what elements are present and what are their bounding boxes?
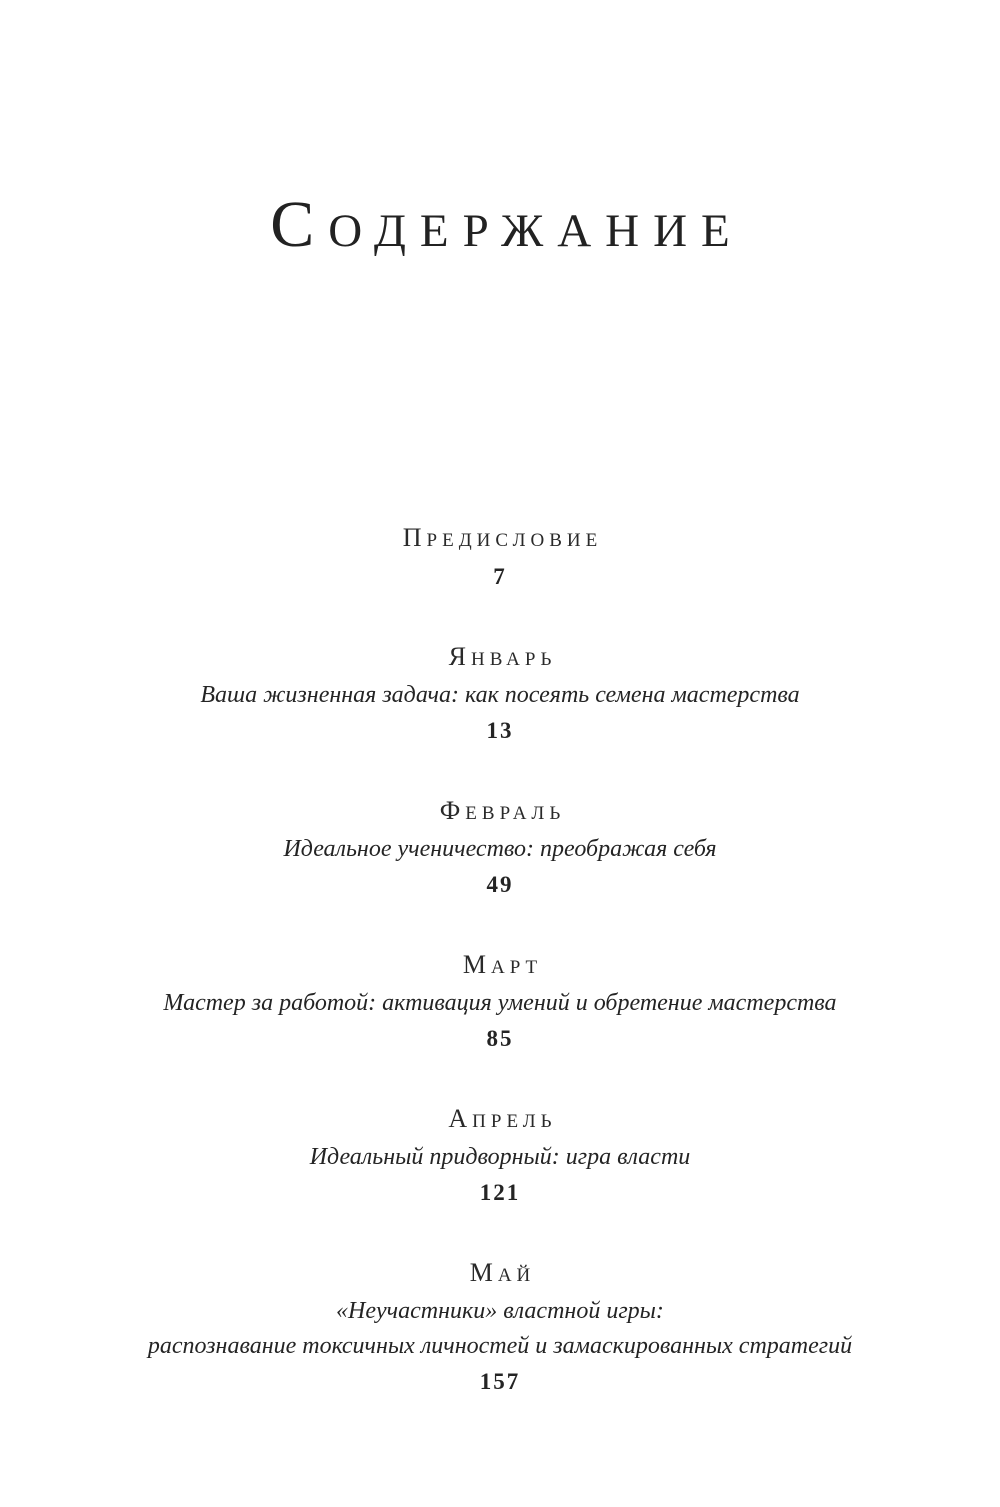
toc-entry-february [0,793,1000,903]
toc-entry-page-number: 49 [486,872,514,897]
toc-entry-heading: ЯНВАРЬ [448,642,557,671]
toc-entry-heading: АПРЕЛЬ [448,1104,557,1133]
toc-entry-subtitle: Мастер за работой: активация умений и обретение мастерства [163,990,837,1016]
toc-entry-april [0,1101,1000,1211]
toc-entry-page-number: 13 [486,718,514,743]
toc-entry-page-number: 121 [479,1180,521,1205]
toc-entry-january [0,639,1000,749]
toc-entry-subtitle: Ваша жизненная задача: как посеять семена мастерства [200,682,800,708]
toc-entry-march [0,947,1000,1057]
toc-entry-heading: ФЕВРАЛЬ [439,796,566,825]
toc-entry-page-number: 157 [479,1369,521,1394]
toc-entry-page-number: 85 [486,1026,514,1051]
toc-entry-may [0,1255,1000,1400]
toc-entry-heading: ПРЕДИСЛОВИЕ [402,523,603,552]
toc-entry-heading: МАРТ [462,950,543,979]
toc-entry-subtitle: «Неучастники» властной игры: [336,1298,664,1324]
page-title: СОДЕРЖАНИЕ [270,188,744,261]
toc-entry-subtitle: распознавание токсичных личностей и замаскированных стратегий [147,1333,853,1359]
toc-entry-subtitle: Идеальный придворный: игра власти [309,1144,691,1170]
toc-entry-heading: МАЙ [469,1258,536,1287]
toc-entry-preface [0,520,1000,595]
toc-entry-page-number: 7 [493,564,507,589]
toc-list [0,520,1000,1400]
toc-entry-subtitle: Идеальное ученичество: преображая себя [283,836,717,862]
